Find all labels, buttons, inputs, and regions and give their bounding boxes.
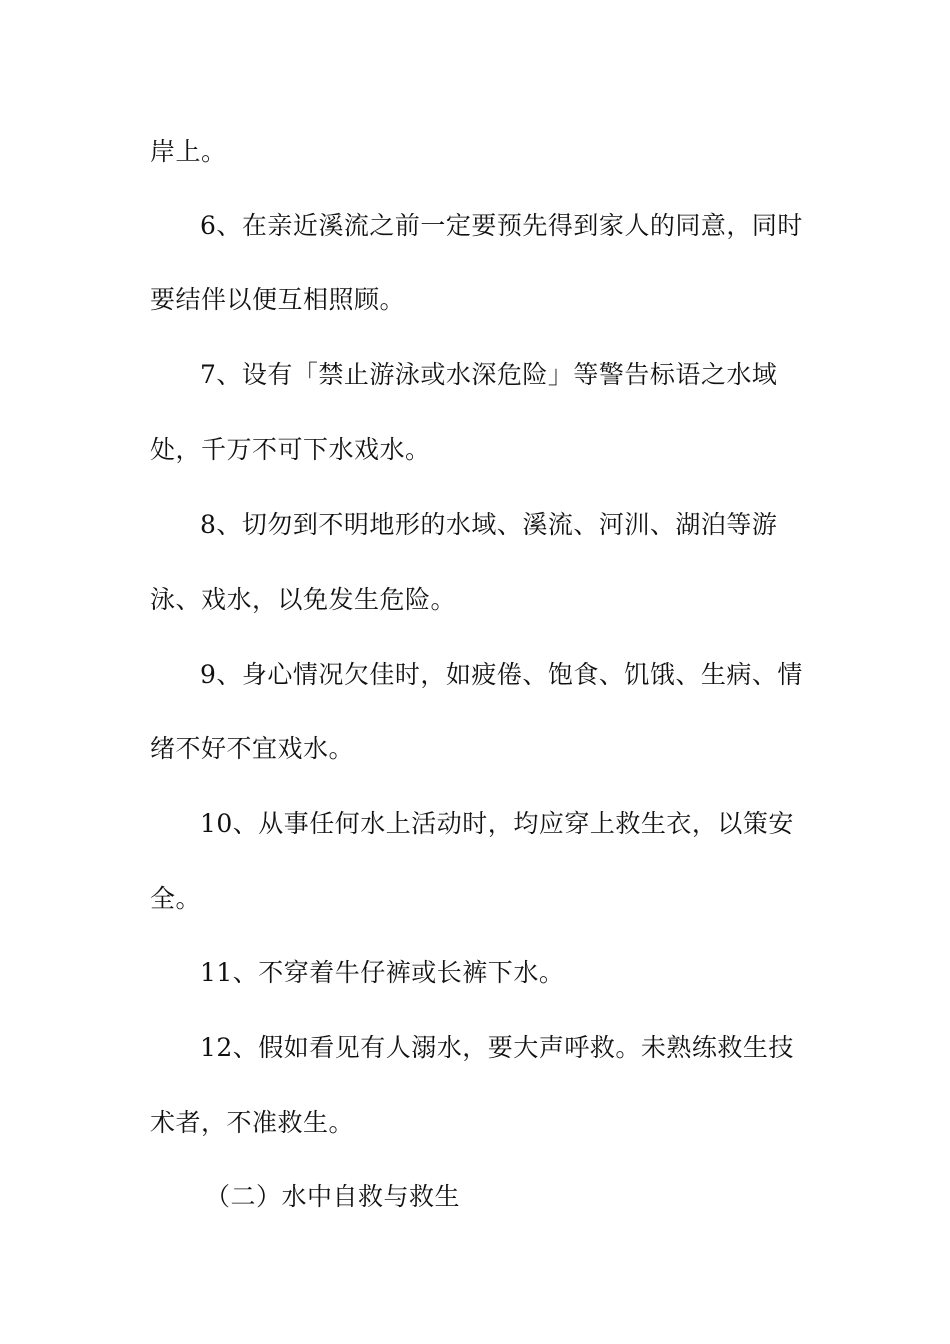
text-line: 全。 — [150, 884, 202, 913]
text-line: 岸上。 — [150, 137, 227, 166]
text-line: 8、切勿到不明地形的水域、溪流、河汌、湖泊等游 — [200, 510, 778, 539]
text-line: 术者，不准救生。 — [150, 1108, 355, 1137]
text-line: 7、设有「禁止游泳或水深危险」等警告标语之水域 — [200, 360, 778, 389]
text-line: 绪不好不宜戏水。 — [150, 734, 355, 763]
text-line: 12、假如看见有人溺水，要大声呼救。未熟练救生技 — [200, 1033, 794, 1062]
text-line: 10、从事任何水上活动时，均应穿上救生衣，以策安 — [200, 809, 794, 838]
text-line: 11、不穿着牛仔裤或长裤下水。 — [200, 958, 565, 987]
text-line: 要结伴以便互相照顾。 — [150, 285, 406, 314]
section-heading: （二）水中自救与救生 — [205, 1182, 461, 1211]
text-line: 泳、戏水，以免发生危险。 — [150, 585, 457, 614]
text-line: 处，千万不可下水戏水。 — [150, 435, 431, 464]
text-line: 6、在亲近溪流之前一定要预先得到家人的同意，同时 — [200, 211, 803, 240]
text-line: 9、身心情况欠佳时，如疲倦、饱食、饥饿、生病、情 — [200, 660, 803, 689]
